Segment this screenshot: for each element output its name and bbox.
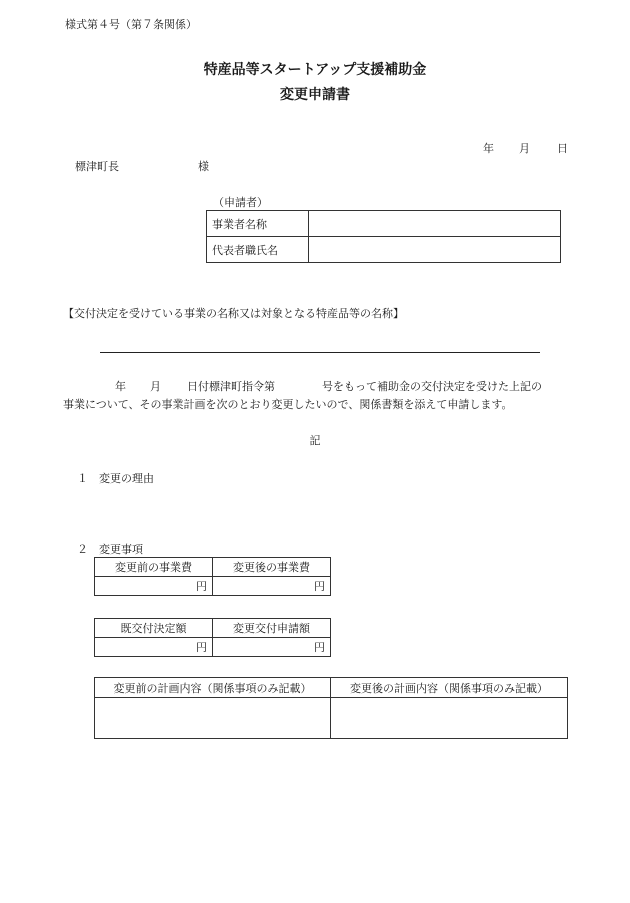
section2-number: ２: [77, 543, 88, 556]
applicant-row-label: 事業者名称: [207, 211, 309, 237]
date-month: 月: [519, 142, 530, 155]
cost-after-header: 変更後の事業費: [213, 558, 331, 577]
ki-heading: 記: [309, 434, 321, 447]
form-number: 様式第４号（第７条関係）: [65, 18, 197, 31]
grant-requested-header: 変更交付申請額: [213, 619, 331, 638]
applicant-row: [207, 211, 561, 237]
grant-decided-header: 既交付決定額: [95, 619, 213, 638]
plan-before-field[interactable]: [95, 698, 331, 739]
project-name-label: 【交付決定を受けている事業の名称又は対象となる特産品等の名称】: [63, 307, 404, 320]
body-line2: 事業について、その事業計画を次のとおり変更したいので、関係書類を添えて申請します。: [63, 398, 513, 411]
body-month: 月: [150, 380, 161, 393]
project-name-underline: [100, 352, 540, 353]
plan-before-header: 変更前の計画内容（関係事項のみ記載）: [95, 678, 331, 698]
plan-table: [94, 677, 568, 739]
body-ref: 日付標津町指令第: [187, 380, 275, 393]
date-day: 日: [557, 142, 568, 155]
body-rest: 号をもって補助金の交付決定を受けた上記の: [322, 380, 542, 393]
grant-table: [94, 618, 331, 657]
plan-after-field[interactable]: [331, 698, 568, 739]
form-title: 特産品等スタートアップ支援補助金: [203, 62, 427, 78]
grant-requested-field[interactable]: 円: [213, 638, 331, 657]
addressee-name: 標津町長: [75, 160, 119, 173]
body-year: 年: [115, 380, 126, 393]
grant-decided-field[interactable]: 円: [95, 638, 213, 657]
cost-before-field[interactable]: 円: [95, 577, 213, 596]
representative-name-field[interactable]: [309, 237, 561, 263]
cost-after-field[interactable]: 円: [213, 577, 331, 596]
addressee-honorific: 様: [198, 160, 209, 173]
section1-number: １: [77, 472, 88, 485]
applicant-row: [207, 237, 561, 263]
applicant-label: （申請者）: [213, 196, 268, 209]
business-name-field[interactable]: [309, 211, 561, 237]
applicant-row-label: 代表者職氏名: [207, 237, 309, 263]
cost-table: [94, 557, 331, 596]
plan-after-header: 変更後の計画内容（関係事項のみ記載）: [331, 678, 568, 698]
date-year: 年: [483, 142, 494, 155]
section1-label: 変更の理由: [99, 472, 154, 485]
cost-before-header: 変更前の事業費: [95, 558, 213, 577]
form-subtitle: 変更申請書: [280, 87, 350, 103]
applicant-table: [206, 210, 561, 263]
section2-label: 変更事項: [99, 543, 143, 556]
